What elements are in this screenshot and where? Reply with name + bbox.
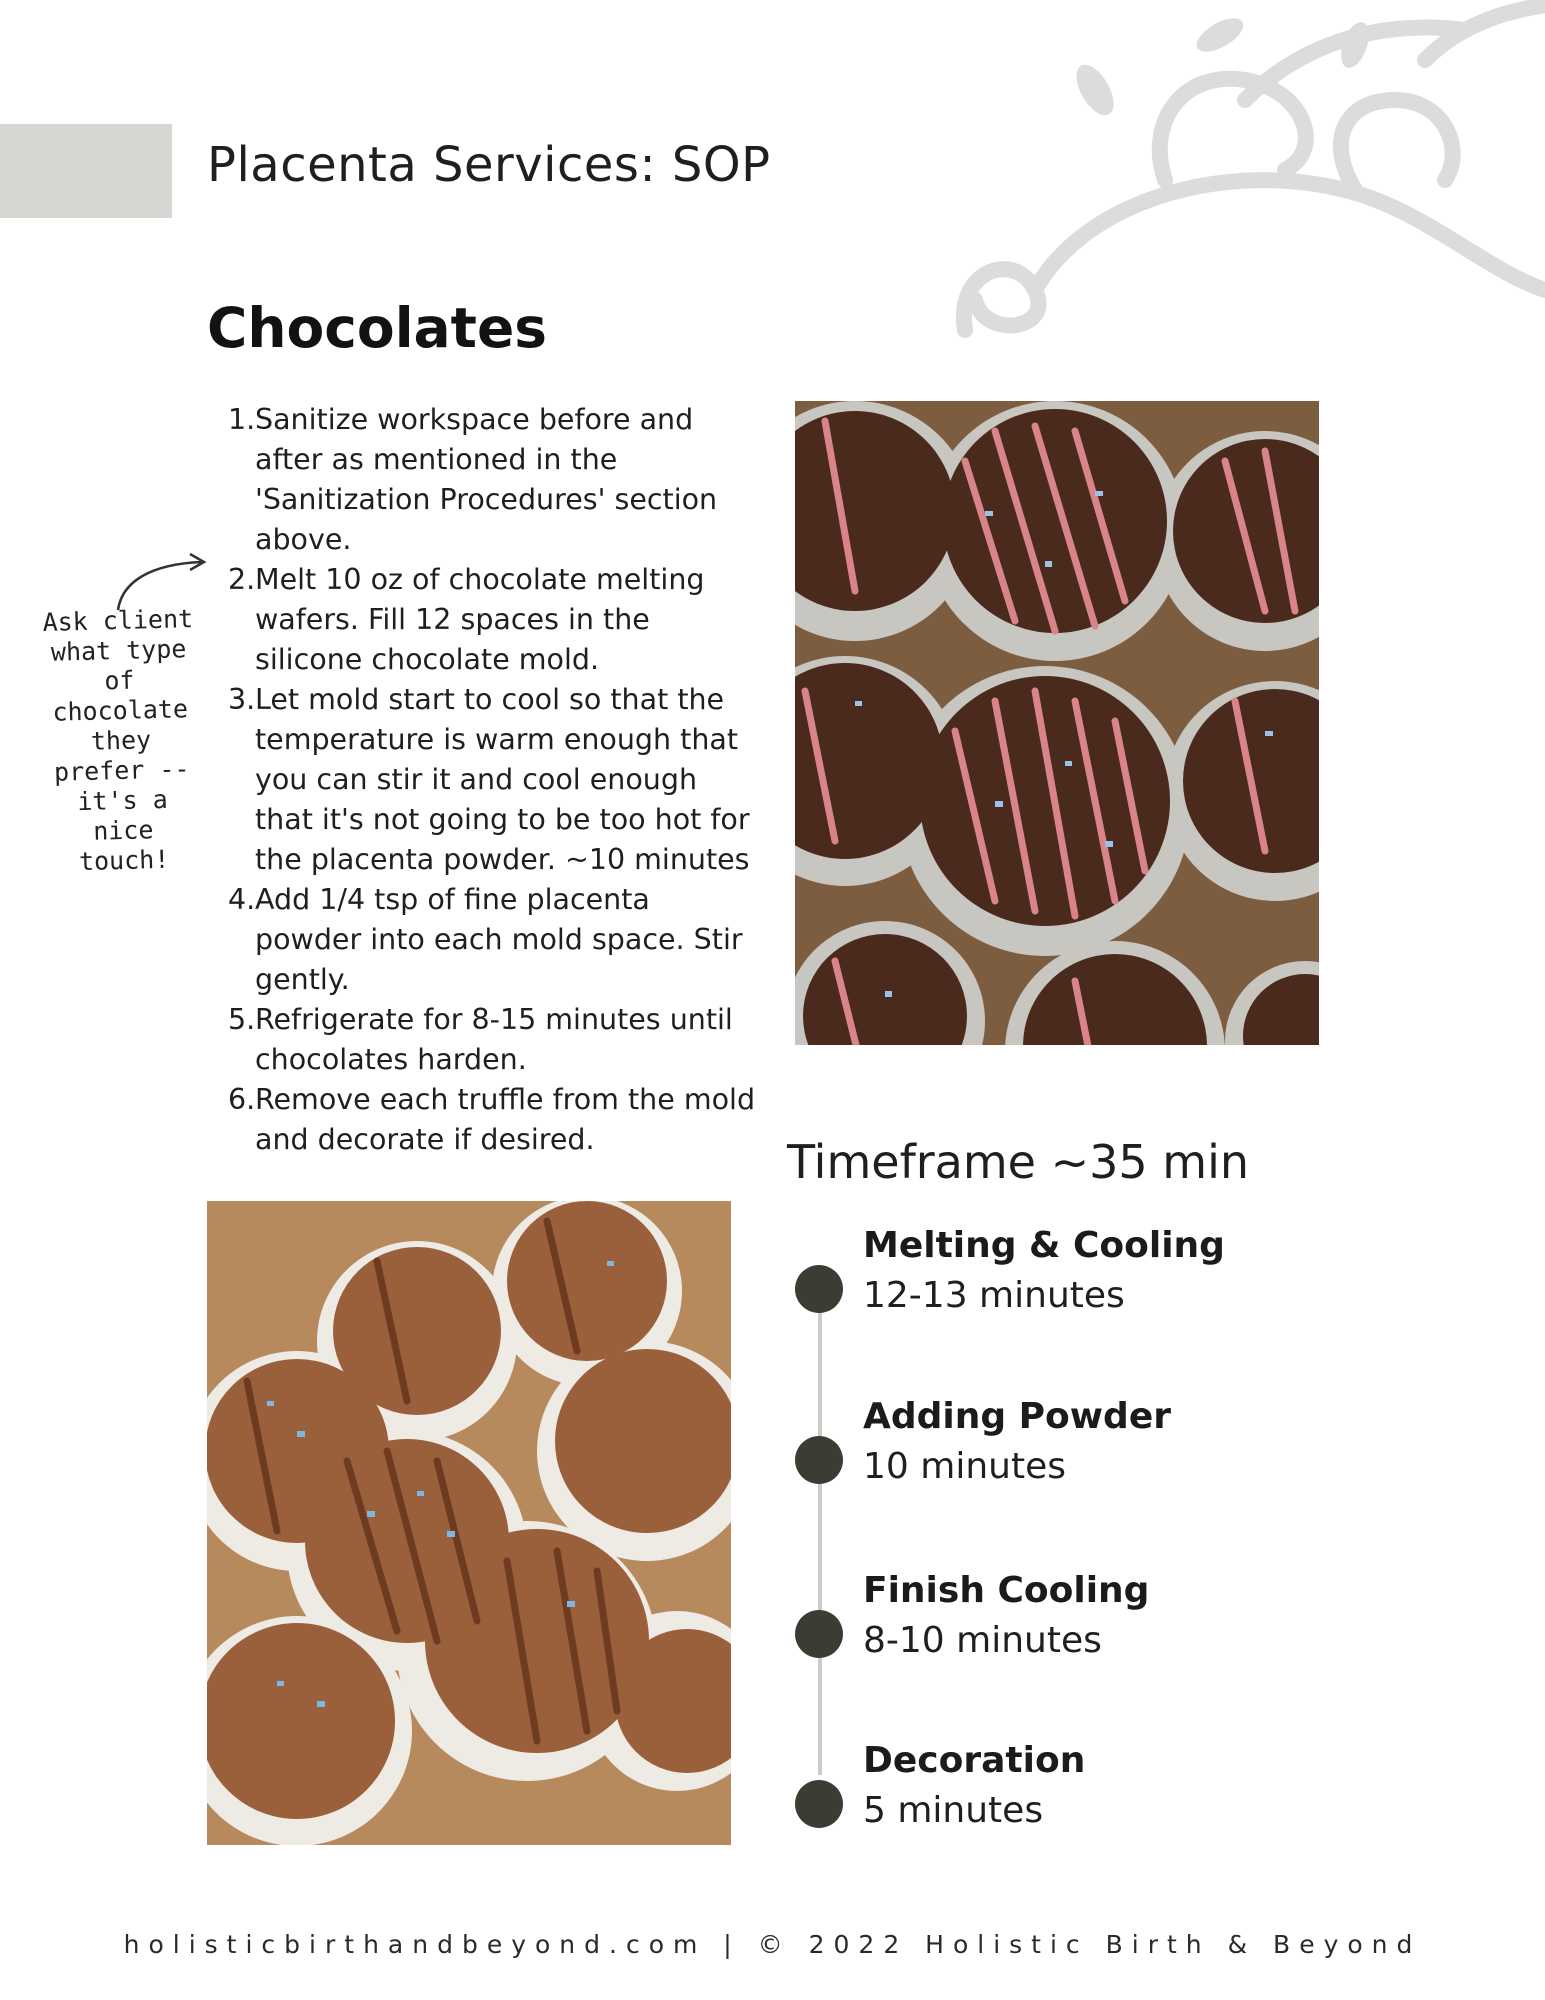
handwritten-side-note: Ask client what type of chocolate they prefer -- it's a nice touch! [42,604,194,877]
timeline-dot [795,1436,843,1484]
step-number: 4. [228,883,256,916]
procedure-steps [228,400,758,1160]
timeline-item-label: Melting & Cooling [863,1225,1225,1266]
timeframe-title: Timeframe ~35 min [787,1135,1250,1189]
section-title: Chocolates [207,296,547,360]
step-text: Melt 10 oz of chocolate melting wafers. Fill 12 spaces in the silicone chocolate mold. [255,563,705,676]
timeline-dot [795,1780,843,1828]
corner-accent-block [0,124,172,218]
milk-chocolate-truffles-photo [207,1201,731,1845]
timeline-connector [818,1275,822,1775]
step-item [228,1000,758,1080]
step-text: Refrigerate for 8-15 minutes until chocolates harden. [255,1003,733,1076]
step-text: Sanitize workspace before and after as mentioned in the 'Sanitization Procedures' section above. [255,403,718,556]
step-item [228,560,758,680]
timeline-item-duration: 5 minutes [863,1790,1044,1831]
decorative-swirl [925,0,1545,340]
dark-chocolate-truffles-photo [795,401,1319,1045]
step-item [228,680,758,880]
step-number: 2. [228,563,256,596]
timeline-dot [795,1610,843,1658]
timeline-item-label: Decoration [863,1740,1086,1781]
step-item [228,400,758,560]
timeline-dot [795,1265,843,1313]
timeline-item-duration: 10 minutes [863,1446,1066,1487]
step-text: Remove each truffle from the mold and decorate if desired. [255,1083,756,1156]
timeline-item-duration: 8-10 minutes [863,1620,1102,1661]
step-text: Add 1/4 tsp of fine placenta powder into each mold space. Stir gently. [255,883,743,996]
timeline-item-label: Finish Cooling [863,1570,1150,1611]
page-footer: holisticbirthandbeyond.com | © 2022 Holistic Birth & Beyond [123,1930,1422,1959]
step-item [228,1080,758,1160]
step-text: Let mold start to cool so that the temperature is warm enough that you can stir it and cool enough that it's not going to be too hot for the placenta powder. ~10 minutes [255,683,750,876]
step-number: 6. [228,1083,256,1116]
page-header-title: Placenta Services: SOP [207,137,771,193]
step-number: 3. [228,683,256,716]
step-number: 5. [228,1003,256,1036]
timeline-item-label: Adding Powder [863,1396,1171,1437]
step-number: 1. [228,403,256,436]
step-item [228,880,758,1000]
timeline-item-duration: 12-13 minutes [863,1275,1125,1316]
